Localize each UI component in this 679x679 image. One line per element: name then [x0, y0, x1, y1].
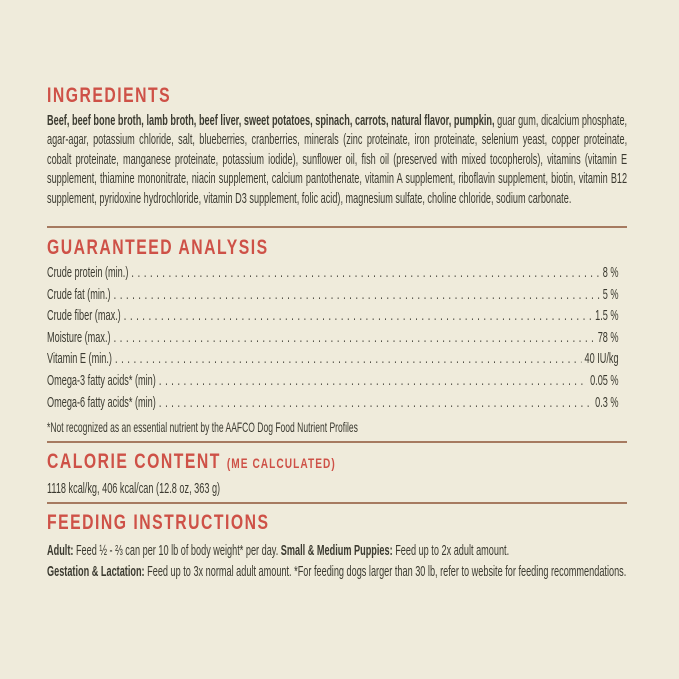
guaranteed-analysis-heading: GUARANTEED ANALYSIS	[47, 236, 269, 259]
feeding-line-gestation	[47, 562, 627, 583]
analysis-row-crude-fiber	[47, 305, 627, 327]
feeding-line-adult-puppies	[47, 541, 627, 562]
guaranteed-analysis-table	[47, 262, 627, 436]
section-divider	[47, 502, 627, 504]
guaranteed-analysis-section	[47, 238, 627, 436]
ingredients-secondary-list: guar gum, dicalcium phosphate, agar-agar, potassium chloride, salt, blueberries, cranberries, minerals (zinc proteinate, iron proteinate, selenium yeast, copper proteinate, cobalt proteinate, manganese proteinate, potassium iodide), sunflower oil, fish oil (preserved with mixed tocopherols), vitamins (vitamin E supplement, thiamine mononitrate, niacin supplement, calcium pantothenate, vitamin A supplement, riboflavin supplement, biotin, vitamin B12 supplement, pyridoxine hydrochloride, vitamin D3 supplement, folic acid), magnesium sulfate, choline chloride, sodium carbonate.	[47, 112, 628, 207]
analysis-row-omega-3	[47, 370, 627, 392]
analysis-row-vitamin-e	[47, 348, 627, 370]
analysis-label: Moisture (max.)	[47, 328, 111, 346]
dot-leader	[131, 262, 599, 284]
section-divider	[47, 226, 627, 228]
dot-leader	[115, 348, 581, 370]
analysis-value: 8 %	[602, 264, 619, 281]
analysis-label: Omega-3 fatty acids* (min)	[47, 371, 156, 389]
dot-leader	[114, 284, 600, 306]
analysis-label: Crude fat (min.)	[47, 285, 111, 303]
puppies-text: Feed up to 2x adult amount.	[392, 542, 510, 559]
ingredients-heading: INGREDIENTS	[47, 84, 172, 107]
analysis-row-omega-6	[47, 392, 627, 414]
analysis-value: 0.3 %	[595, 393, 619, 411]
analysis-label: Crude fiber (max.)	[47, 307, 121, 325]
dot-leader	[159, 392, 592, 414]
analysis-value: 40 IU/kg	[584, 350, 619, 368]
dot-leader	[114, 327, 595, 349]
feeding-instructions-section	[47, 513, 627, 582]
adult-text: Feed ½ - ⅔ can per 10 lb of body weight* per day.	[73, 542, 281, 559]
analysis-label: Vitamin E (min.)	[47, 350, 112, 368]
analysis-value: 1.5 %	[595, 307, 619, 325]
analysis-row-crude-fat	[47, 284, 627, 306]
puppies-label: Small & Medium Puppies:	[280, 542, 393, 559]
calorie-values: 1118 kcal/kg, 406 kcal/can (12.8 oz, 363 g)	[47, 480, 221, 497]
analysis-value: 0.05 %	[590, 371, 619, 389]
analysis-label: Omega-6 fatty acids* (min)	[47, 393, 156, 411]
analysis-value: 5 %	[602, 285, 619, 303]
calorie-content-heading	[47, 452, 482, 474]
analysis-row-crude-protein	[47, 262, 627, 284]
dot-leader	[159, 370, 587, 392]
analysis-value: 78 %	[597, 328, 619, 346]
ingredients-primary-list: Beef, beef bone broth, lamb broth, beef liver, sweet potatoes, spinach, carrots, natural flavor, pumpkin,	[47, 112, 495, 129]
gestation-text: Feed up to 3x normal adult amount. *For feeding dogs larger than 30 lb, refer to website for feeding recommendations.	[144, 562, 627, 580]
feeding-instructions-heading: FEEDING INSTRUCTIONS	[47, 511, 270, 534]
gestation-label: Gestation & Lactation:	[47, 562, 145, 580]
calorie-heading-main: CALORIE CONTENT	[47, 450, 221, 473]
calorie-content-section	[47, 452, 627, 498]
aafco-footnote: *Not recognized as an essential nutrient by the AAFCO Dog Food Nutrient Profiles	[47, 419, 358, 436]
calorie-heading-sub: (ME CALCULATED)	[226, 456, 336, 471]
ingredients-text	[47, 111, 627, 208]
analysis-label: Crude protein (min.)	[47, 264, 129, 281]
ingredients-section	[47, 86, 627, 208]
dot-leader	[124, 305, 592, 327]
feeding-instructions-text	[47, 541, 627, 582]
adult-label: Adult:	[47, 542, 74, 559]
analysis-row-moisture	[47, 327, 627, 349]
section-divider	[47, 441, 627, 443]
